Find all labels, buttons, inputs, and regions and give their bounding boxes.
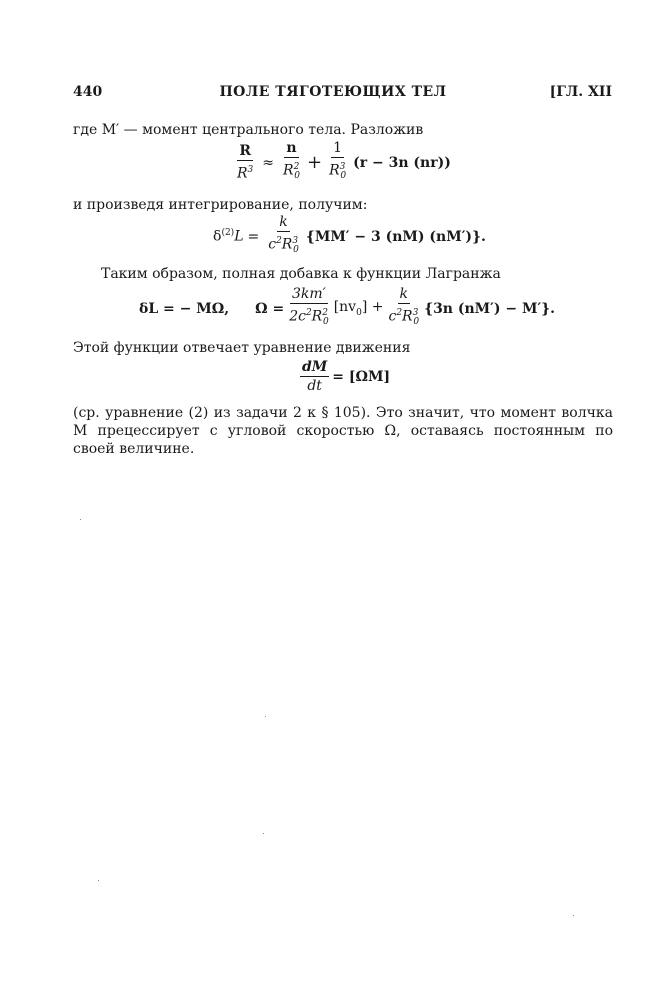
equals-sign: = (247, 228, 260, 245)
numerator: dM (302, 359, 328, 375)
fraction-dm-over-dt (300, 360, 329, 394)
speck (80, 519, 81, 520)
denominator: dt (307, 378, 322, 394)
denominator: $R^3$ (237, 164, 254, 182)
paragraph-3: Таким образом, полная добавка к функции Лагранжа (101, 266, 501, 282)
speck (263, 833, 264, 834)
denominator: $R^3_0$ (329, 162, 347, 182)
paragraph-4: Этой функции отвечает уравнение движения (73, 340, 411, 356)
omega-lhs: Ω = (255, 300, 285, 317)
equation-second-order (213, 215, 486, 258)
plus-sign: + (307, 152, 323, 174)
denominator: $c^2R^3_0$ (268, 236, 299, 256)
fraction-n-over-r02 (281, 141, 302, 184)
fraction-k-over-c2r03 (266, 215, 301, 258)
equation-tail: {MM′ − 3 (nM) (nM′)}. (305, 228, 486, 245)
equation-rhs: = [ΩM] (332, 369, 391, 385)
paragraph-1: где M′ — момент центрального тела. Разложив (73, 122, 424, 138)
equation-tail: (r − 3n (nr)) (353, 154, 451, 171)
equation-lhs: $\delta^{(2)}L$ (213, 228, 244, 246)
equation-lagrangian (139, 287, 555, 330)
fraction-1-over-r03 (327, 141, 348, 184)
chapter-label: [ГЛ. XII (549, 84, 612, 100)
paragraph-5: (ср. уравнение (2) из задачи 2 к § 105). Это значит, что момент волчка M прецессирует с угловой скоростью Ω, оставаясь постоянным по своей величине. (73, 405, 613, 457)
numerator: n (286, 140, 297, 156)
paragraph-2: и произведя интегрирование, получим: (73, 197, 368, 213)
bracket-term: $[nv_0]$ + (333, 299, 384, 319)
numerator: k (399, 286, 408, 302)
equation-motion (297, 360, 390, 394)
fraction-k-over-c2r03 (386, 287, 421, 330)
numerator: k (279, 214, 288, 230)
speck (265, 716, 266, 717)
speck (98, 880, 99, 881)
fraction-3km-over-2c2r02 (287, 287, 331, 330)
equation-tail: {3n (nM′) − M′}. (424, 300, 556, 317)
page-number: 440 (73, 84, 103, 100)
denominator: $2c^2R^2_0$ (289, 308, 329, 328)
numerator: R (239, 142, 251, 159)
numerator: 3km′ (292, 286, 326, 302)
numerator: 1 (333, 140, 343, 156)
running-header-title: ПОЛЕ ТЯГОТЕЮЩИХ ТЕЛ (219, 84, 447, 100)
delta-l: δL = − MΩ, (139, 300, 230, 317)
fraction-r-over-r3 (235, 144, 255, 182)
equation-expansion (232, 141, 451, 184)
speck (573, 915, 574, 916)
denominator: $R^2_0$ (283, 162, 301, 182)
denominator: $c^2R^3_0$ (388, 308, 420, 328)
approx-sign: ≈ (262, 154, 275, 171)
